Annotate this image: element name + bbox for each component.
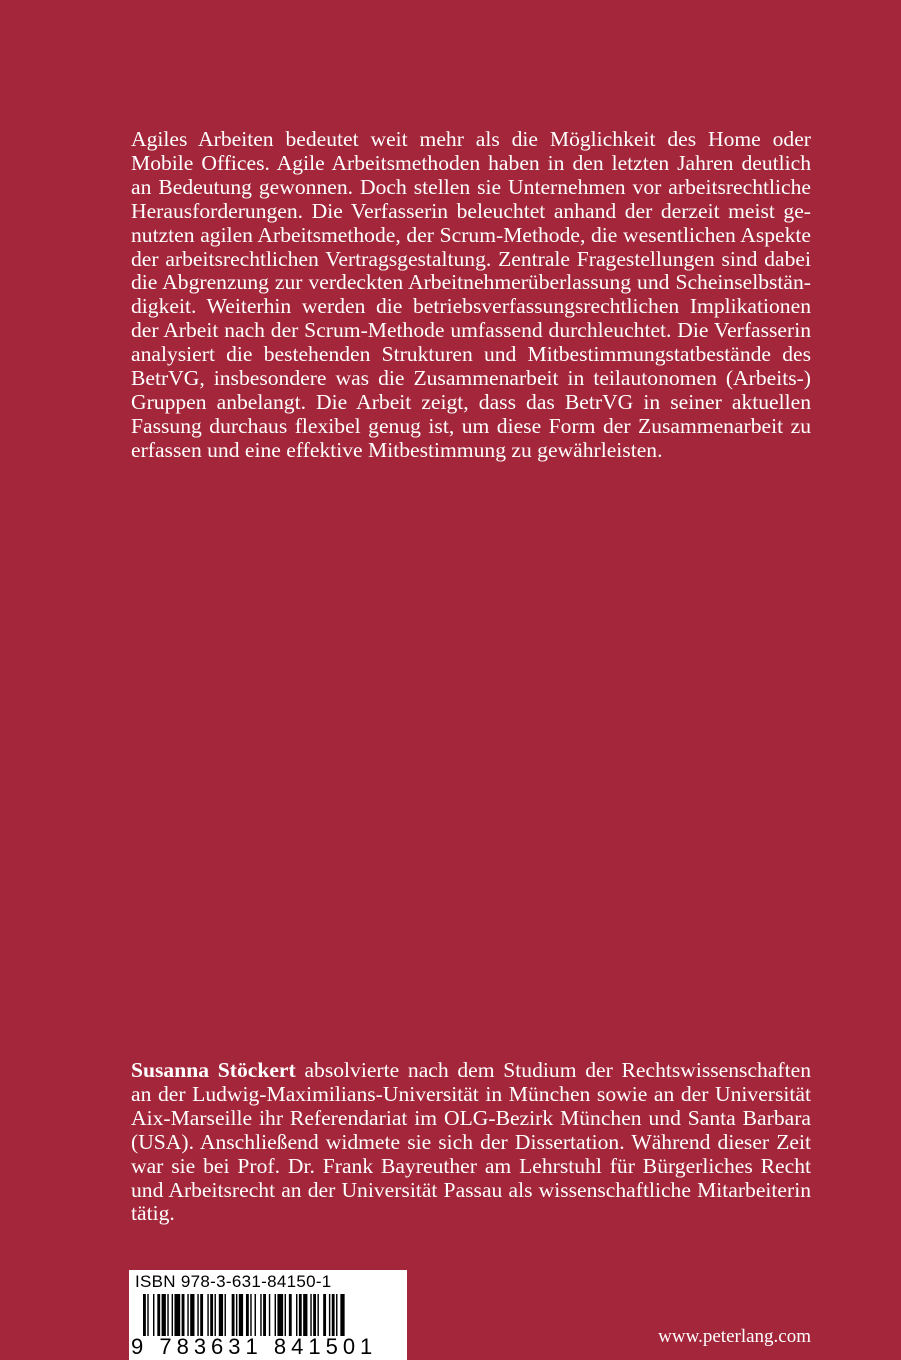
barcode-bar bbox=[269, 1294, 270, 1336]
barcode-bar bbox=[219, 1294, 223, 1336]
barcode-bar bbox=[255, 1294, 256, 1336]
author-bio bbox=[131, 1059, 811, 1226]
barcode-bar bbox=[296, 1294, 297, 1336]
barcode-bar bbox=[215, 1294, 216, 1336]
barcode-bar bbox=[263, 1294, 266, 1336]
barcode-bar bbox=[313, 1294, 316, 1336]
author-name: Susanna Stöckert bbox=[131, 1058, 296, 1082]
publisher-website: www.peterlang.com bbox=[658, 1326, 811, 1347]
barcode-bar bbox=[275, 1294, 276, 1336]
isbn-label: ISBN 978-3-631-84150-1 bbox=[135, 1272, 332, 1291]
barcode-bar bbox=[182, 1294, 185, 1336]
barcode-bar bbox=[225, 1294, 226, 1336]
barcode-bar bbox=[210, 1294, 213, 1336]
barcode-bar bbox=[187, 1294, 188, 1336]
barcode-bar bbox=[172, 1294, 173, 1336]
barcode-bar bbox=[323, 1294, 326, 1336]
barcode-bar bbox=[246, 1294, 249, 1336]
barcode-bar bbox=[153, 1294, 154, 1336]
barcode-bar bbox=[317, 1294, 318, 1336]
barcode-bar bbox=[239, 1294, 243, 1336]
barcode-bar bbox=[200, 1294, 203, 1336]
barcode-bar bbox=[190, 1294, 194, 1336]
barcode-bar bbox=[303, 1294, 307, 1336]
barcode-bar bbox=[207, 1294, 208, 1336]
barcode-bar bbox=[147, 1294, 148, 1336]
barcode-bar bbox=[329, 1294, 330, 1336]
author-bio-text: absolvierte nach dem Studium der Rechtswissenschaften an der Ludwig-Maximilians-Universität in München sowie an der Universität Aix-Marseille ihr Referendariat im OLG-Bezirk München und Santa Barbara (USA). Anschließend widmete sie sich der Dissertation. Während dieser Zeit war sie bei Prof. Dr. Frank Bayreuther am Lehrstuhl für Bürgerliches Recht und Arbeitsrecht an der Universität Passau als wissenschaftliche Mitarbeiterin tätig. bbox=[131, 1058, 812, 1226]
cover-blurb: Agiles Arbeiten bedeutet weit mehr als die Möglichkeit des Home oder Mobile Offices. Agile Arbeitsmethoden haben in den letzten Jahren deutlich an Bedeutung gewonnen. Doch stellen sie Unternehmen vor arbeitsrechtliche Herausforderungen. Die Verfasserin beleuchtet anhand der derzeit meist genutzten agilen Arbeitsmethode, der Scrum-Methode, die wesentlichen Aspekte der arbeitsrechtlichen Vertragsgestaltung. Zentrale Fragestellungen sind dabei die Abgrenzung zur verdeckten Arbeitnehmerüberlassung und Scheinselbständigkeit. Weiterhin werden die betriebsverfassungsrechtlichen Implikationen der Arbeit nach der Scrum-Methode umfassend durchleuchtet. Die Verfasserin analysiert die bestehenden Strukturen und Mitbestimmungstatbestände des BetrVG, insbesondere was die Zusammenarbeit in teilautonomen (Arbeits-) Gruppen anbelangt. Die Arbeit zeigt, dass das BetrVG in seiner aktuellen Fassung durchaus flexibel genug ist, um diese Form der Zusammenarbeit zu erfassen und eine effektive Mitbestimmung zu gewährleisten. bbox=[131, 127, 811, 462]
barcode-bar bbox=[260, 1294, 261, 1336]
barcode-bar bbox=[285, 1294, 286, 1336]
barcode-bar bbox=[232, 1294, 235, 1336]
barcode-bar bbox=[143, 1294, 146, 1336]
barcode-icon bbox=[143, 1294, 395, 1336]
barcode-bar bbox=[157, 1294, 160, 1336]
barcode-bar bbox=[340, 1294, 344, 1336]
barcode-bar bbox=[289, 1294, 292, 1336]
barcode-bar bbox=[310, 1294, 311, 1336]
barcode-bar bbox=[162, 1294, 166, 1336]
barcode-bar bbox=[336, 1294, 337, 1336]
barcode-bar bbox=[236, 1294, 237, 1336]
barcode-bar bbox=[197, 1294, 198, 1336]
barcode-bar bbox=[299, 1294, 302, 1336]
barcode-bar bbox=[332, 1294, 335, 1336]
isbn-barcode bbox=[129, 1270, 407, 1360]
barcode-digits: 9 783631 841501 bbox=[131, 1334, 378, 1359]
barcode-bar bbox=[277, 1294, 283, 1336]
barcode-bar bbox=[174, 1294, 180, 1336]
barcode-bar bbox=[250, 1294, 251, 1336]
barcode-bar bbox=[167, 1294, 168, 1336]
